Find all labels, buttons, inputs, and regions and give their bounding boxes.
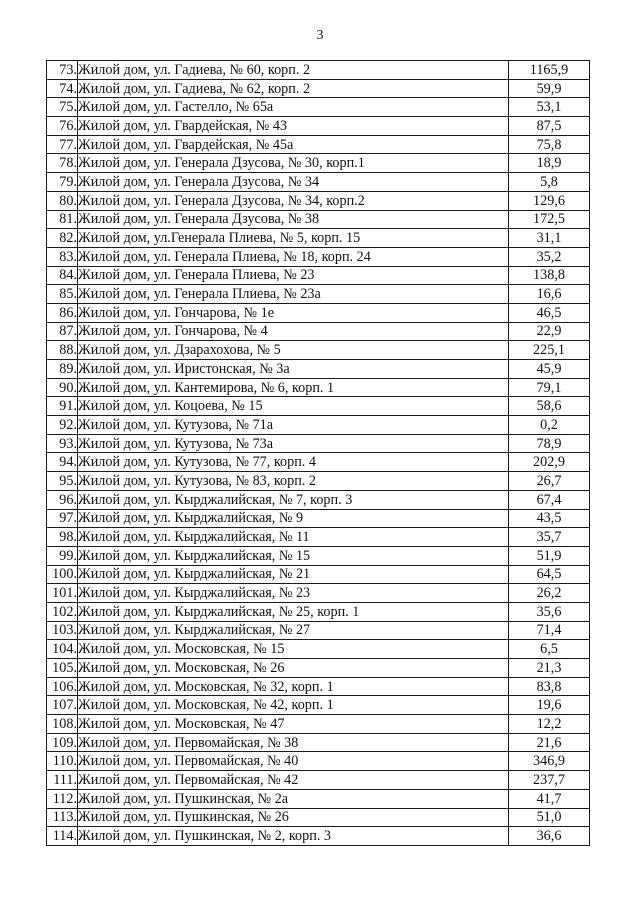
row-number: 76. (47, 117, 78, 136)
amount-value: 138,8 (509, 266, 590, 285)
row-number: 90. (47, 378, 78, 397)
table-row (47, 565, 590, 584)
table-row (47, 434, 590, 453)
table-row (47, 360, 590, 379)
table-row (47, 416, 590, 435)
building-address: Жилой дом, ул. Гвардейская, № 45а (78, 135, 509, 154)
amount-value: 78,9 (509, 434, 590, 453)
row-number: 91. (47, 397, 78, 416)
building-address: Жилой дом, ул. Пушкинская, № 2а (78, 789, 509, 808)
building-address: Жилой дом, ул. Кантемирова, № 6, корп. 1 (78, 378, 509, 397)
table-row (47, 490, 590, 509)
amount-value: 71,4 (509, 621, 590, 640)
amount-value: 79,1 (509, 378, 590, 397)
building-address: Жилой дом, ул. Генерала Дзусова, № 34 (78, 173, 509, 192)
building-address: Жилой дом, ул. Московская, № 32, корп. 1 (78, 677, 509, 696)
amount-value: 87,5 (509, 117, 590, 136)
building-address: Жилой дом, ул. Пушкинская, № 2, корп. 3 (78, 827, 509, 846)
amount-value: 172,5 (509, 210, 590, 229)
table-row (47, 341, 590, 360)
row-number: 100. (47, 565, 78, 584)
amount-value: 6,5 (509, 640, 590, 659)
amount-value: 5,8 (509, 173, 590, 192)
row-number: 78. (47, 154, 78, 173)
table-row (47, 621, 590, 640)
row-number: 111. (47, 771, 78, 790)
amount-value: 21,6 (509, 733, 590, 752)
row-number: 109. (47, 733, 78, 752)
table-row (47, 602, 590, 621)
table-row (47, 266, 590, 285)
building-address: Жилой дом, ул. Генерала Плиева, № 18, корп. 24 (78, 247, 509, 266)
table-row (47, 659, 590, 678)
table-row (47, 677, 590, 696)
amount-value: 129,6 (509, 191, 590, 210)
amount-value: 202,9 (509, 453, 590, 472)
building-address: Жилой дом, ул. Московская, № 42, корп. 1 (78, 696, 509, 715)
building-address: Жилой дом, ул. Гончарова, № 1е (78, 303, 509, 322)
row-number: 79. (47, 173, 78, 192)
building-address: Жилой дом, ул. Пушкинская, № 26 (78, 808, 509, 827)
table-body (47, 61, 590, 846)
building-address: Жилой дом, ул.Генерала Плиева, № 5, корп. 15 (78, 229, 509, 248)
page-number: 3 (316, 28, 324, 43)
amount-value: 0,2 (509, 416, 590, 435)
building-address: Жилой дом, ул. Гадиева, № 62, корп. 2 (78, 79, 509, 98)
building-address: Жилой дом, ул. Московская, № 47 (78, 715, 509, 734)
amount-value: 237,7 (509, 771, 590, 790)
table-row (47, 98, 590, 117)
row-number: 82. (47, 229, 78, 248)
building-address: Жилой дом, ул. Генерала Дзусова, № 38 (78, 210, 509, 229)
building-address: Жилой дом, ул. Дзарахохова, № 5 (78, 341, 509, 360)
amount-value: 31,1 (509, 229, 590, 248)
building-address: Жилой дом, ул. Коцоева, № 15 (78, 397, 509, 416)
table-row (47, 789, 590, 808)
table-row (47, 322, 590, 341)
amount-value: 83,8 (509, 677, 590, 696)
table-row (47, 191, 590, 210)
amount-value: 346,9 (509, 752, 590, 771)
building-address: Жилой дом, ул. Кутузова, № 83, корп. 2 (78, 472, 509, 491)
table-row (47, 79, 590, 98)
buildings-table (46, 60, 590, 846)
table-row (47, 752, 590, 771)
row-number: 98. (47, 528, 78, 547)
amount-value: 35,7 (509, 528, 590, 547)
table-row (47, 285, 590, 304)
amount-value: 43,5 (509, 509, 590, 528)
building-address: Жилой дом, ул. Гадиева, № 60, корп. 2 (78, 61, 509, 80)
table-row (47, 509, 590, 528)
row-number: 83. (47, 247, 78, 266)
amount-value: 36,6 (509, 827, 590, 846)
table-row (47, 135, 590, 154)
amount-value: 58,6 (509, 397, 590, 416)
row-number: 105. (47, 659, 78, 678)
building-address: Жилой дом, ул. Кырджалийская, № 25, корп. 1 (78, 602, 509, 621)
table-row (47, 117, 590, 136)
row-number: 103. (47, 621, 78, 640)
building-address: Жилой дом, ул. Кырджалийская, № 9 (78, 509, 509, 528)
building-address: Жилой дом, ул. Кырджалийская, № 15 (78, 546, 509, 565)
row-number: 84. (47, 266, 78, 285)
row-number: 77. (47, 135, 78, 154)
table-row (47, 229, 590, 248)
row-number: 108. (47, 715, 78, 734)
building-address: Жилой дом, ул. Иристонская, № 3а (78, 360, 509, 379)
table-row (47, 303, 590, 322)
row-number: 101. (47, 584, 78, 603)
table-row (47, 210, 590, 229)
building-address: Жилой дом, ул. Генерала Дзусова, № 30, корп.1 (78, 154, 509, 173)
building-address: Жилой дом, ул. Кырджалийская, № 7, корп. 3 (78, 490, 509, 509)
table-row (47, 640, 590, 659)
building-address: Жилой дом, ул. Кутузова, № 73а (78, 434, 509, 453)
building-address: Жилой дом, ул. Кутузова, № 71а (78, 416, 509, 435)
table-row (47, 378, 590, 397)
building-address: Жилой дом, ул. Кутузова, № 77, корп. 4 (78, 453, 509, 472)
row-number: 102. (47, 602, 78, 621)
amount-value: 18,9 (509, 154, 590, 173)
row-number: 80. (47, 191, 78, 210)
building-address: Жилой дом, ул. Кырджалийская, № 27 (78, 621, 509, 640)
table-row (47, 771, 590, 790)
row-number: 85. (47, 285, 78, 304)
table-row (47, 733, 590, 752)
row-number: 107. (47, 696, 78, 715)
building-address: Жилой дом, ул. Кырджалийская, № 11 (78, 528, 509, 547)
building-address: Жилой дом, ул. Первомайская, № 38 (78, 733, 509, 752)
row-number: 112. (47, 789, 78, 808)
amount-value: 16,6 (509, 285, 590, 304)
row-number: 104. (47, 640, 78, 659)
building-address: Жилой дом, ул. Генерала Дзусова, № 34, корп.2 (78, 191, 509, 210)
amount-value: 12,2 (509, 715, 590, 734)
row-number: 92. (47, 416, 78, 435)
amount-value: 1165,9 (509, 61, 590, 80)
row-number: 81. (47, 210, 78, 229)
table-row (47, 173, 590, 192)
table-row (47, 584, 590, 603)
amount-value: 64,5 (509, 565, 590, 584)
building-address: Жилой дом, ул. Московская, № 26 (78, 659, 509, 678)
row-number: 74. (47, 79, 78, 98)
row-number: 89. (47, 360, 78, 379)
amount-value: 53,1 (509, 98, 590, 117)
building-address: Жилой дом, ул. Генерала Плиева, № 23а (78, 285, 509, 304)
amount-value: 51,9 (509, 546, 590, 565)
row-number: 110. (47, 752, 78, 771)
row-number: 96. (47, 490, 78, 509)
building-address: Жилой дом, ул. Гастелло, № 65а (78, 98, 509, 117)
row-number: 73. (47, 61, 78, 80)
table-row (47, 808, 590, 827)
table-row (47, 453, 590, 472)
amount-value: 35,6 (509, 602, 590, 621)
building-address: Жилой дом, ул. Генерала Плиева, № 23 (78, 266, 509, 285)
amount-value: 35,2 (509, 247, 590, 266)
row-number: 95. (47, 472, 78, 491)
building-address: Жилой дом, ул. Первомайская, № 42 (78, 771, 509, 790)
row-number: 114. (47, 827, 78, 846)
row-number: 99. (47, 546, 78, 565)
amount-value: 22,9 (509, 322, 590, 341)
row-number: 75. (47, 98, 78, 117)
table-row (47, 715, 590, 734)
row-number: 97. (47, 509, 78, 528)
row-number: 106. (47, 677, 78, 696)
amount-value: 45,9 (509, 360, 590, 379)
building-address: Жилой дом, ул. Первомайская, № 40 (78, 752, 509, 771)
building-address: Жилой дом, ул. Гончарова, № 4 (78, 322, 509, 341)
table-row (47, 397, 590, 416)
table-row (47, 472, 590, 491)
amount-value: 46,5 (509, 303, 590, 322)
building-address: Жилой дом, ул. Кырджалийская, № 23 (78, 584, 509, 603)
amount-value: 59,9 (509, 79, 590, 98)
amount-value: 26,2 (509, 584, 590, 603)
amount-value: 21,3 (509, 659, 590, 678)
building-address: Жилой дом, ул. Московская, № 15 (78, 640, 509, 659)
table-row (47, 696, 590, 715)
amount-value: 19,6 (509, 696, 590, 715)
row-number: 87. (47, 322, 78, 341)
amount-value: 26,7 (509, 472, 590, 491)
amount-value: 51,0 (509, 808, 590, 827)
row-number: 86. (47, 303, 78, 322)
row-number: 113. (47, 808, 78, 827)
building-address: Жилой дом, ул. Гвардейская, № 43 (78, 117, 509, 136)
table-row (47, 247, 590, 266)
table-row (47, 546, 590, 565)
amount-value: 225,1 (509, 341, 590, 360)
table-row (47, 154, 590, 173)
row-number: 93. (47, 434, 78, 453)
amount-value: 67,4 (509, 490, 590, 509)
building-address: Жилой дом, ул. Кырджалийская, № 21 (78, 565, 509, 584)
table-row (47, 827, 590, 846)
table-row (47, 528, 590, 547)
amount-value: 75,8 (509, 135, 590, 154)
table-row (47, 61, 590, 80)
amount-value: 41,7 (509, 789, 590, 808)
row-number: 94. (47, 453, 78, 472)
row-number: 88. (47, 341, 78, 360)
